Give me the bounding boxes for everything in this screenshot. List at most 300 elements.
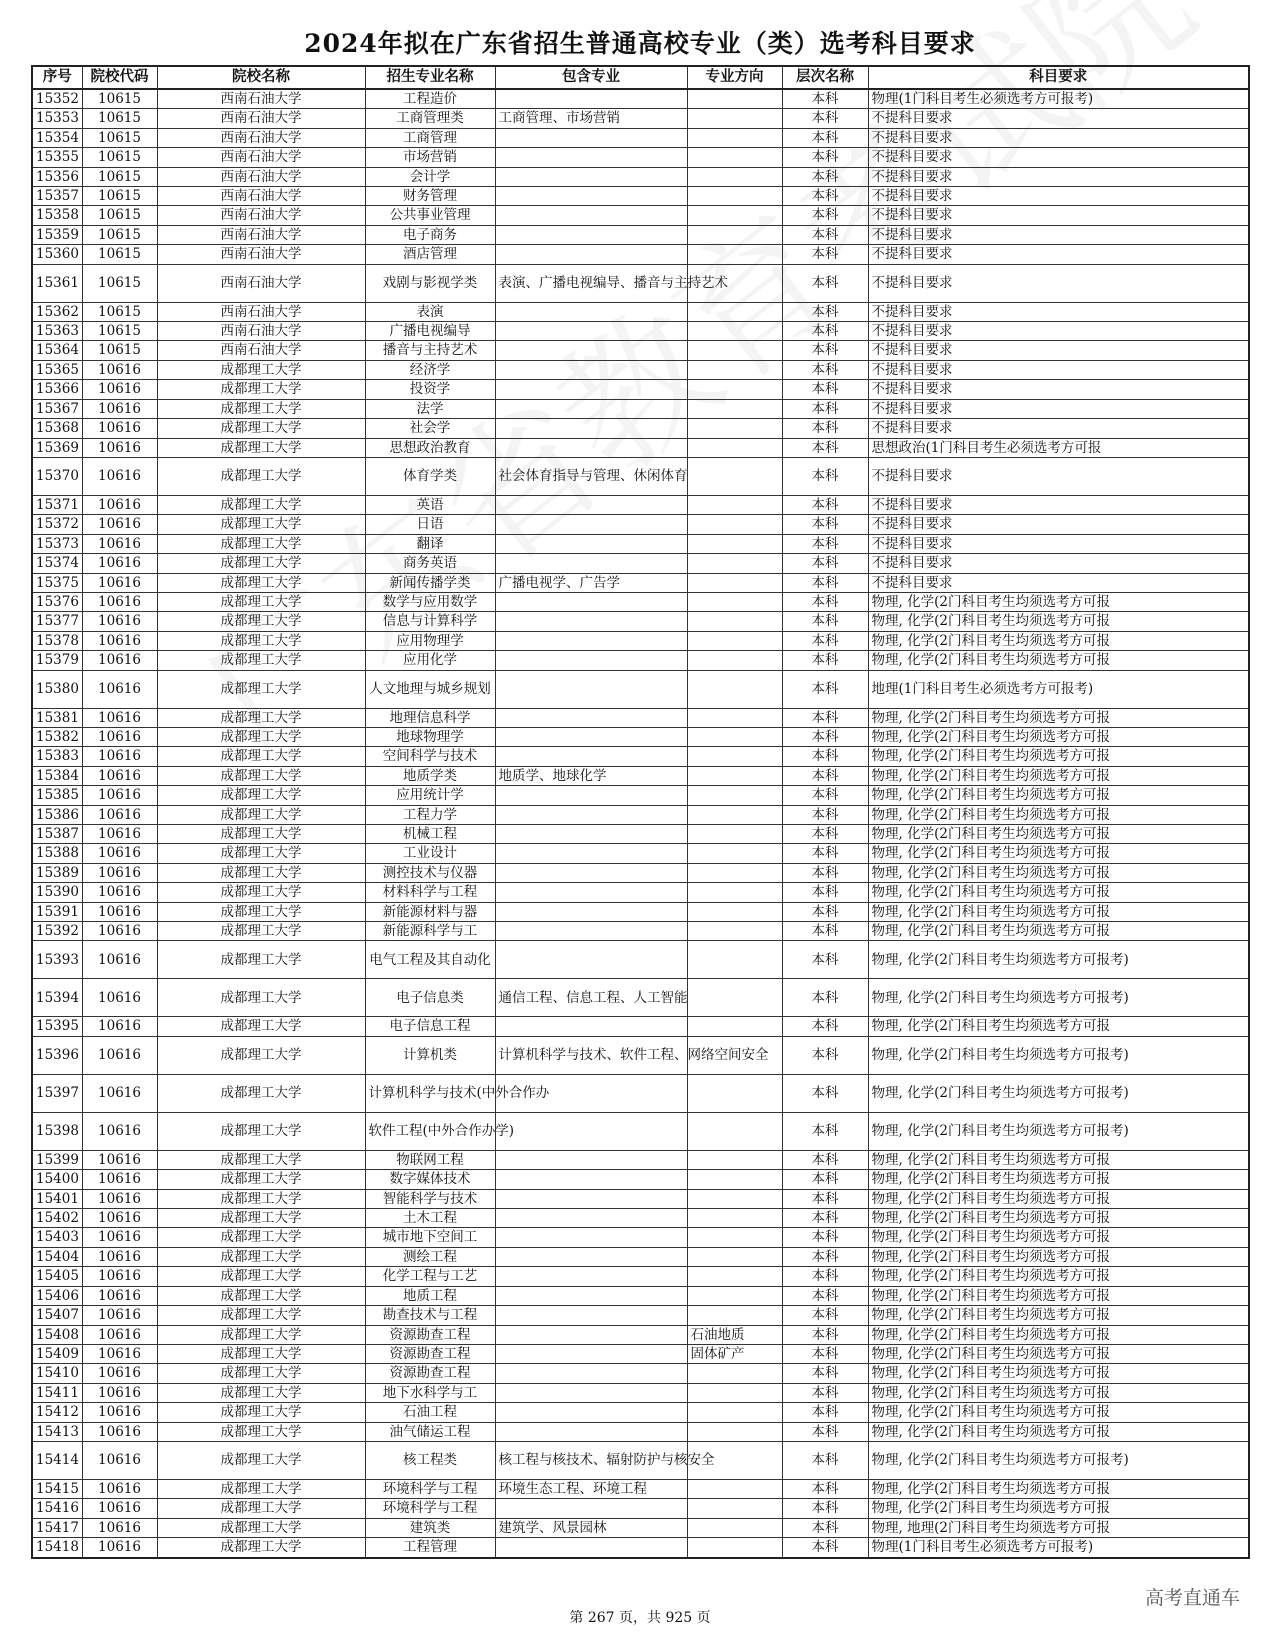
cell-major-name: 资源勘查工程 [365,1325,495,1344]
cell-school-code: 10616 [82,727,157,746]
cell-school-code: 10615 [82,322,157,341]
cell-subject-requirement: 物理, 化学(2门科目考生均须选考方可报 [868,747,1249,766]
cell-direction [687,766,782,785]
cell-seq: 15396 [32,1036,82,1074]
cell-seq: 15374 [32,554,82,573]
cell-included-majors [495,1189,687,1208]
cell-subject-requirement: 物理, 化学(2门科目考生均须选考方可报 [868,631,1249,650]
cell-level: 本科 [782,1344,868,1363]
cell-school-name: 成都理工大学 [157,457,365,495]
table-header-row [32,66,1249,89]
header-subject-requirement: 科目要求 [868,66,1249,89]
cell-school-name: 成都理工大学 [157,863,365,882]
cell-level: 本科 [782,1228,868,1247]
cell-seq: 15390 [32,883,82,902]
cell-direction [687,631,782,650]
cell-major-name: 应用物理学 [365,631,495,650]
cell-level: 本科 [782,844,868,863]
cell-included-majors [495,554,687,573]
cell-school-name: 成都理工大学 [157,786,365,805]
table-row [32,1344,1249,1363]
cell-school-code: 10616 [82,863,157,882]
table-row [32,457,1249,495]
cell-level: 本科 [782,341,868,360]
cell-school-name: 西南石油大学 [157,322,365,341]
cell-seq: 15395 [32,1017,82,1036]
cell-school-name: 成都理工大学 [157,419,365,438]
cell-seq: 15402 [32,1209,82,1228]
cell-school-name: 成都理工大学 [157,1209,365,1228]
cell-subject-requirement: 物理, 化学(2门科目考生均须选考方可报 [868,592,1249,611]
cell-level: 本科 [782,747,868,766]
table-row [32,592,1249,611]
cell-major-name: 应用化学 [365,651,495,670]
cell-direction [687,438,782,457]
cell-subject-requirement: 物理(1门科目考生必须选考方可报考) [868,89,1249,109]
table-row [32,534,1249,553]
cell-seq: 15371 [32,495,82,514]
cell-school-code: 10616 [82,1422,157,1441]
cell-school-code: 10616 [82,515,157,534]
cell-direction [687,1383,782,1402]
cell-school-code: 10616 [82,360,157,379]
cell-school-code: 10616 [82,825,157,844]
cell-major-name: 公共事业管理 [365,206,495,225]
cell-subject-requirement: 物理, 化学(2门科目考生均须选考方可报 [868,1344,1249,1363]
cell-level: 本科 [782,1247,868,1266]
cell-direction [687,1112,782,1150]
cell-included-majors [495,1383,687,1402]
table-row [32,109,1249,128]
cell-school-code: 10616 [82,438,157,457]
cell-school-name: 成都理工大学 [157,380,365,399]
cell-direction [687,341,782,360]
cell-school-name: 成都理工大学 [157,1074,365,1112]
table-body [32,89,1249,1558]
table-row [32,419,1249,438]
table-row [32,167,1249,186]
cell-school-name: 成都理工大学 [157,495,365,514]
cell-major-name: 新能源材料与器 [365,902,495,921]
cell-school-code: 10615 [82,89,157,109]
cell-major-name: 测绘工程 [365,1247,495,1266]
cell-major-name: 会计学 [365,167,495,186]
cell-direction [687,89,782,109]
cell-major-name: 人文地理与城乡规划 [365,670,495,708]
cell-seq: 15370 [32,457,82,495]
cell-subject-requirement: 物理, 化学(2门科目考生均须选考方可报 [868,805,1249,824]
cell-level: 本科 [782,941,868,979]
cell-level: 本科 [782,360,868,379]
cell-school-name: 成都理工大学 [157,1150,365,1169]
cell-major-name: 英语 [365,495,495,514]
cell-direction [687,1209,782,1228]
cell-subject-requirement: 不提科目要求 [868,322,1249,341]
cell-level: 本科 [782,1364,868,1383]
cell-subject-requirement: 不提科目要求 [868,573,1249,592]
cell-level: 本科 [782,1267,868,1286]
cell-level: 本科 [782,708,868,727]
table-row [32,495,1249,514]
cell-direction [687,1074,782,1112]
cell-subject-requirement: 物理, 化学(2门科目考生均须选考方可报 [868,1286,1249,1305]
cell-school-code: 10615 [82,341,157,360]
cell-seq: 15414 [32,1441,82,1479]
cell-included-majors [495,922,687,941]
cell-included-majors [495,128,687,147]
cell-major-name: 电子信息类 [365,979,495,1017]
table-row [32,206,1249,225]
cell-seq: 15382 [32,727,82,746]
cell-school-name: 西南石油大学 [157,109,365,128]
cell-major-name: 财务管理 [365,187,495,206]
cell-school-code: 10616 [82,419,157,438]
cell-included-majors [495,1403,687,1422]
cell-direction [687,109,782,128]
cell-subject-requirement: 物理, 化学(2门科目考生均须选考方可报 [868,651,1249,670]
cell-school-code: 10615 [82,245,157,264]
table-row [32,1538,1249,1558]
cell-direction [687,322,782,341]
cell-school-code: 10615 [82,128,157,147]
cell-subject-requirement: 物理, 化学(2门科目考生均须选考方可报 [868,1228,1249,1247]
cell-major-name: 计算机类 [365,1036,495,1074]
cell-subject-requirement: 不提科目要求 [868,264,1249,302]
cell-school-name: 成都理工大学 [157,651,365,670]
cell-level: 本科 [782,573,868,592]
cell-subject-requirement: 物理, 化学(2门科目考生均须选考方可报考) [868,979,1249,1017]
cell-major-name: 信息与计算科学 [365,612,495,631]
cell-seq: 15373 [32,534,82,553]
cell-school-code: 10616 [82,1112,157,1150]
cell-included-majors [495,786,687,805]
cell-school-code: 10616 [82,708,157,727]
cell-school-name: 成都理工大学 [157,1170,365,1189]
cell-level: 本科 [782,922,868,941]
cell-subject-requirement: 不提科目要求 [868,128,1249,147]
cell-included-majors [495,1286,687,1305]
requirements-table [31,65,1250,1559]
cell-subject-requirement: 物理, 化学(2门科目考生均须选考方可报 [868,612,1249,631]
cell-major-name: 播音与主持艺术 [365,341,495,360]
cell-school-code: 10616 [82,805,157,824]
cell-subject-requirement: 不提科目要求 [868,399,1249,418]
table-row [32,380,1249,399]
cell-direction [687,457,782,495]
cell-major-name: 测控技术与仪器 [365,863,495,882]
cell-major-name: 化学工程与工艺 [365,1267,495,1286]
cell-included-majors [495,612,687,631]
cell-included-majors [495,708,687,727]
cell-level: 本科 [782,419,868,438]
cell-direction [687,863,782,882]
cell-included-majors [495,1017,687,1036]
cell-level: 本科 [782,1036,868,1074]
cell-seq: 15405 [32,1267,82,1286]
cell-school-code: 10616 [82,1209,157,1228]
cell-school-name: 成都理工大学 [157,1344,365,1363]
cell-included-majors [495,1170,687,1189]
cell-seq: 15418 [32,1538,82,1558]
cell-major-name: 土木工程 [365,1209,495,1228]
cell-direction [687,786,782,805]
cell-included-majors [495,1344,687,1363]
cell-direction [687,225,782,244]
cell-subject-requirement: 物理, 化学(2门科目考生均须选考方可报 [868,825,1249,844]
table-row [32,245,1249,264]
cell-included-majors [495,1209,687,1228]
cell-subject-requirement: 不提科目要求 [868,457,1249,495]
cell-major-name: 机械工程 [365,825,495,844]
cell-school-code: 10616 [82,1170,157,1189]
cell-school-code: 10616 [82,612,157,631]
cell-school-name: 成都理工大学 [157,534,365,553]
table-row [32,1150,1249,1169]
cell-subject-requirement: 物理, 化学(2门科目考生均须选考方可报 [868,1306,1249,1325]
cell-school-name: 成都理工大学 [157,825,365,844]
cell-school-name: 成都理工大学 [157,1228,365,1247]
cell-seq: 15363 [32,322,82,341]
cell-included-majors [495,1267,687,1286]
cell-major-name: 资源勘查工程 [365,1364,495,1383]
cell-major-name: 地质工程 [365,1286,495,1305]
cell-level: 本科 [782,670,868,708]
table-row [32,1267,1249,1286]
cell-major-name: 思想政治教育 [365,438,495,457]
cell-included-majors [495,360,687,379]
cell-subject-requirement: 物理, 化学(2门科目考生均须选考方可报 [868,1403,1249,1422]
cell-school-name: 成都理工大学 [157,766,365,785]
cell-seq: 15400 [32,1170,82,1189]
cell-level: 本科 [782,1209,868,1228]
cell-school-code: 10616 [82,1441,157,1479]
cell-seq: 15365 [32,360,82,379]
cell-subject-requirement: 不提科目要求 [868,167,1249,186]
table-row [32,89,1249,109]
cell-seq: 15360 [32,245,82,264]
cell-school-name: 成都理工大学 [157,727,365,746]
cell-direction [687,1189,782,1208]
cell-seq: 15368 [32,419,82,438]
cell-level: 本科 [782,438,868,457]
cell-subject-requirement: 不提科目要求 [868,245,1249,264]
cell-direction [687,419,782,438]
cell-level: 本科 [782,128,868,147]
table-row [32,438,1249,457]
cell-seq: 15352 [32,89,82,109]
cell-direction [687,187,782,206]
table-row [32,302,1249,321]
table-row [32,766,1249,785]
header-level: 层次名称 [782,66,868,89]
cell-school-name: 成都理工大学 [157,631,365,650]
cell-school-code: 10615 [82,206,157,225]
table-row [32,844,1249,863]
cell-major-name: 日语 [365,515,495,534]
table-row [32,1112,1249,1150]
table-row [32,708,1249,727]
cell-included-majors [495,651,687,670]
table-row [32,651,1249,670]
cell-school-name: 成都理工大学 [157,805,365,824]
cell-direction [687,206,782,225]
table-row [32,612,1249,631]
cell-seq: 15401 [32,1189,82,1208]
cell-direction [687,727,782,746]
cell-school-name: 成都理工大学 [157,438,365,457]
cell-school-name: 成都理工大学 [157,708,365,727]
cell-school-code: 10616 [82,1306,157,1325]
table-row [32,1209,1249,1228]
cell-subject-requirement: 物理, 化学(2门科目考生均须选考方可报 [868,1247,1249,1266]
cell-school-code: 10616 [82,670,157,708]
cell-level: 本科 [782,167,868,186]
cell-major-name: 物联网工程 [365,1150,495,1169]
cell-school-name: 西南石油大学 [157,148,365,167]
cell-seq: 15411 [32,1383,82,1402]
cell-seq: 15408 [32,1325,82,1344]
table-row [32,360,1249,379]
cell-school-name: 成都理工大学 [157,1017,365,1036]
table-row [32,727,1249,746]
table-row [32,786,1249,805]
cell-level: 本科 [782,979,868,1017]
cell-direction [687,592,782,611]
cell-school-code: 10616 [82,592,157,611]
cell-level: 本科 [782,1518,868,1537]
cell-seq: 15359 [32,225,82,244]
cell-school-name: 成都理工大学 [157,1189,365,1208]
cell-seq: 15384 [32,766,82,785]
cell-direction [687,245,782,264]
cell-school-code: 10616 [82,1247,157,1266]
cell-seq: 15379 [32,651,82,670]
cell-school-code: 10616 [82,495,157,514]
cell-included-majors [495,747,687,766]
cell-subject-requirement: 不提科目要求 [868,302,1249,321]
cell-major-name: 工程力学 [365,805,495,824]
table-row [32,631,1249,650]
cell-school-name: 成都理工大学 [157,1403,365,1422]
cell-major-name: 工商管理类 [365,109,495,128]
table-row [32,1422,1249,1441]
cell-included-majors [495,380,687,399]
cell-subject-requirement: 思想政治(1门科目考生必须选考方可报 [868,438,1249,457]
cell-subject-requirement: 不提科目要求 [868,515,1249,534]
cell-level: 本科 [782,148,868,167]
cell-school-name: 成都理工大学 [157,844,365,863]
cell-school-code: 10616 [82,1189,157,1208]
cell-direction [687,651,782,670]
table-row [32,554,1249,573]
cell-seq: 15413 [32,1422,82,1441]
cell-seq: 15366 [32,380,82,399]
cell-subject-requirement: 物理, 化学(2门科目考生均须选考方可报 [868,708,1249,727]
cell-school-code: 10616 [82,766,157,785]
cell-direction [687,167,782,186]
cell-level: 本科 [782,1499,868,1518]
table-row [32,399,1249,418]
table-row [32,1518,1249,1537]
cell-level: 本科 [782,592,868,611]
header-major-name: 招生专业名称 [365,66,495,89]
cell-major-name: 电子商务 [365,225,495,244]
cell-seq: 15372 [32,515,82,534]
cell-seq: 15415 [32,1479,82,1498]
table-row [32,1325,1249,1344]
cell-direction [687,1017,782,1036]
cell-school-name: 成都理工大学 [157,360,365,379]
cell-direction [687,554,782,573]
cell-level: 本科 [782,399,868,418]
cell-direction [687,1479,782,1498]
cell-level: 本科 [782,1150,868,1169]
cell-school-name: 西南石油大学 [157,128,365,147]
cell-school-code: 10615 [82,148,157,167]
cell-level: 本科 [782,206,868,225]
cell-seq: 15380 [32,670,82,708]
cell-included-majors [495,1422,687,1441]
cell-school-code: 10616 [82,1074,157,1112]
cell-subject-requirement: 物理, 化学(2门科目考生均须选考方可报考) [868,1074,1249,1112]
cell-level: 本科 [782,786,868,805]
cell-seq: 15389 [32,863,82,882]
cell-subject-requirement: 物理, 化学(2门科目考生均须选考方可报考) [868,1036,1249,1074]
cell-major-name: 工商管理 [365,128,495,147]
cell-seq: 15353 [32,109,82,128]
cell-level: 本科 [782,1479,868,1498]
cell-subject-requirement: 物理, 化学(2门科目考生均须选考方可报 [868,922,1249,941]
cell-school-code: 10616 [82,1538,157,1558]
cell-major-name: 投资学 [365,380,495,399]
cell-level: 本科 [782,1074,868,1112]
cell-level: 本科 [782,554,868,573]
cell-major-name: 资源勘查工程 [365,1344,495,1363]
cell-major-name: 电气工程及其自动化 [365,941,495,979]
cell-seq: 15357 [32,187,82,206]
cell-seq: 15355 [32,148,82,167]
cell-included-majors [495,167,687,186]
cell-level: 本科 [782,1189,868,1208]
cell-school-code: 10616 [82,1518,157,1537]
cell-school-name: 成都理工大学 [157,1267,365,1286]
cell-direction [687,495,782,514]
cell-seq: 15394 [32,979,82,1017]
cell-direction [687,941,782,979]
cell-school-name: 西南石油大学 [157,187,365,206]
cell-subject-requirement: 物理, 化学(2门科目考生均须选考方可报 [868,902,1249,921]
cell-subject-requirement: 不提科目要求 [868,360,1249,379]
cell-school-code: 10616 [82,534,157,553]
cell-school-code: 10616 [82,941,157,979]
cell-direction [687,148,782,167]
cell-level: 本科 [782,1422,868,1441]
cell-included-majors [495,805,687,824]
cell-school-name: 成都理工大学 [157,515,365,534]
header-school-code: 院校代码 [82,66,157,89]
cell-school-code: 10616 [82,1150,157,1169]
cell-major-name: 数字媒体技术 [365,1170,495,1189]
cell-level: 本科 [782,495,868,514]
cell-direction [687,1247,782,1266]
cell-school-code: 10616 [82,902,157,921]
cell-school-code: 10616 [82,883,157,902]
cell-subject-requirement: 地理(1门科目考生必须选考方可报考) [868,670,1249,708]
cell-direction [687,399,782,418]
cell-school-name: 成都理工大学 [157,1441,365,1479]
cell-major-name: 软件工程(中外合作办学) [365,1112,495,1150]
cell-school-code: 10616 [82,1364,157,1383]
